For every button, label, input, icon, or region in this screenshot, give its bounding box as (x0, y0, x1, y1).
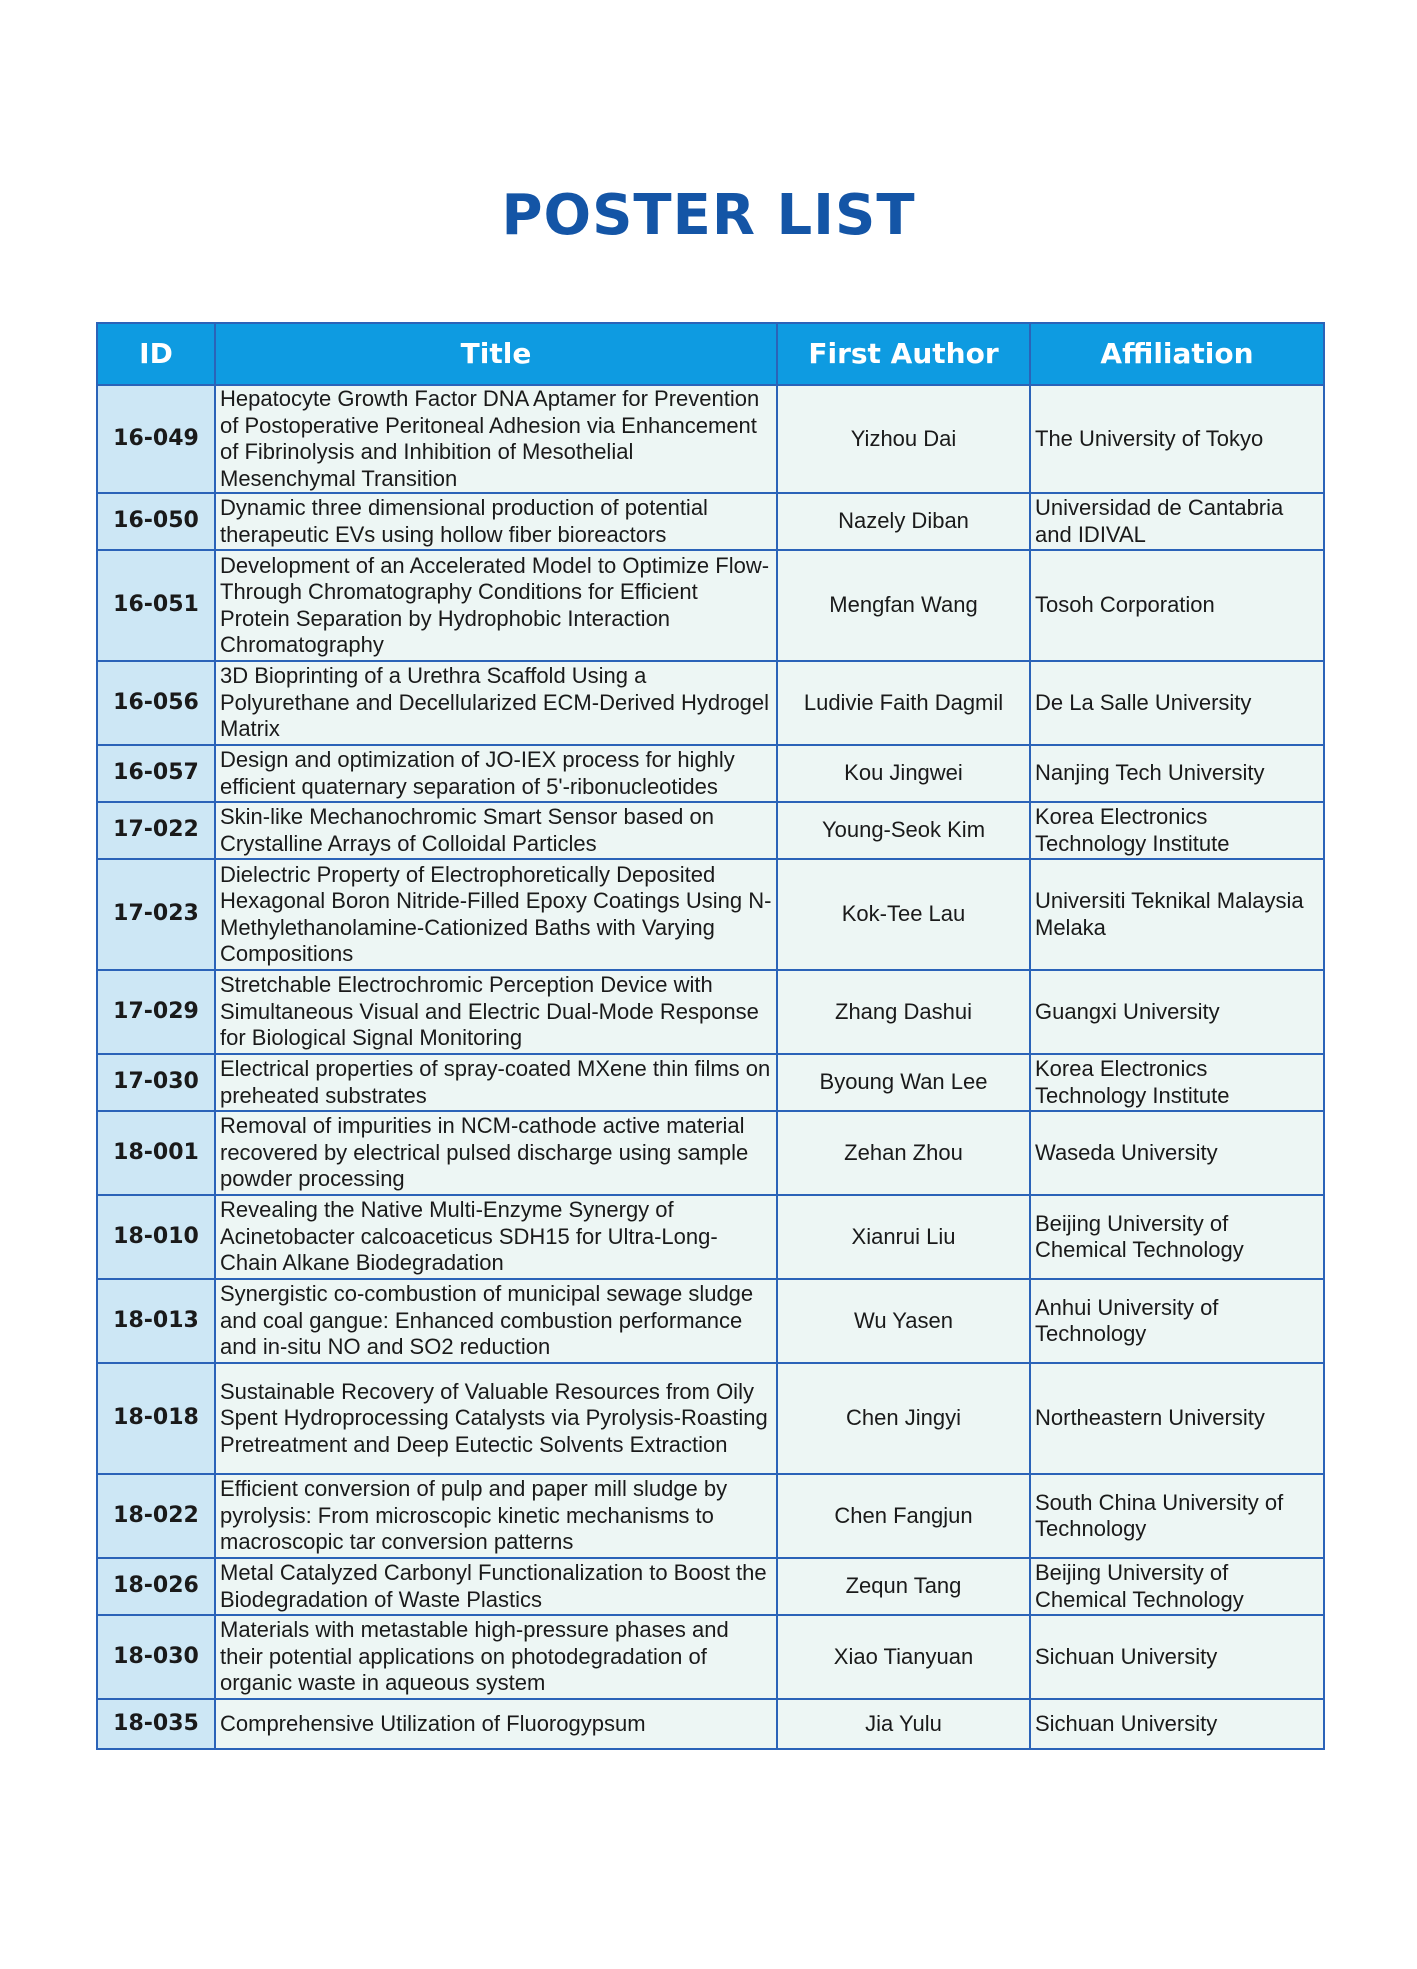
poster-title: Metal Catalyzed Carbonyl Functionalization to Boost the Biodegradation of Waste Plastics (215, 1558, 777, 1615)
poster-title: Hepatocyte Growth Factor DNA Aptamer for Prevention of Postoperative Peritoneal Adhesion via Enhancement of Fibrinolysis and Inhibition of Mesothelial Mesenchymal Transition (215, 385, 777, 493)
first-author: Xiao Tianyuan (777, 1615, 1030, 1699)
poster-title: Revealing the Native Multi-Enzyme Synergy of Acinetobacter calcoaceticus SDH15 for Ultra-Long-Chain Alkane Biodegradation (215, 1195, 777, 1279)
table-row (97, 970, 1324, 1054)
table-row (97, 1279, 1324, 1363)
first-author: Jia Yulu (777, 1699, 1030, 1749)
table-row (97, 1474, 1324, 1558)
affiliation: Universiti Teknikal Malaysia Melaka (1030, 859, 1324, 970)
poster-title: Materials with metastable high-pressure phases and their potential applications on photodegradation of organic waste in aqueous system (215, 1615, 777, 1699)
table-row (97, 1363, 1324, 1474)
affiliation: Beijing University of Chemical Technology (1030, 1195, 1324, 1279)
affiliation: Sichuan University (1030, 1699, 1324, 1749)
first-author: Yizhou Dai (777, 385, 1030, 493)
affiliation: Beijing University of Chemical Technology (1030, 1558, 1324, 1615)
affiliation: Northeastern University (1030, 1363, 1324, 1474)
table-row (97, 1558, 1324, 1615)
first-author: Ludivie Faith Dagmil (777, 661, 1030, 745)
poster-title: Electrical properties of spray-coated MXene thin films on preheated substrates (215, 1054, 777, 1111)
poster-id: 16-049 (97, 385, 215, 493)
first-author: Zequn Tang (777, 1558, 1030, 1615)
poster-id: 18-018 (97, 1363, 215, 1474)
first-author: Chen Fangjun (777, 1474, 1030, 1558)
poster-title: Comprehensive Utilization of Fluorogypsum (215, 1699, 777, 1749)
poster-title: Synergistic co-combustion of municipal sewage sludge and coal gangue: Enhanced combustion performance and in-situ NO and SO2 reduction (215, 1279, 777, 1363)
poster-title: Sustainable Recovery of Valuable Resources from Oily Spent Hydroprocessing Catalysts via Pyrolysis-Roasting Pretreatment and Deep Eutectic Solvents Extraction (215, 1363, 777, 1474)
poster-id: 17-022 (97, 802, 215, 859)
poster-id: 16-051 (97, 550, 215, 661)
first-author: Young-Seok Kim (777, 802, 1030, 859)
affiliation: Tosoh Corporation (1030, 550, 1324, 661)
affiliation: Guangxi University (1030, 970, 1324, 1054)
affiliation: South China University of Technology (1030, 1474, 1324, 1558)
affiliation: Sichuan University (1030, 1615, 1324, 1699)
poster-title: Dielectric Property of Electrophoretically Deposited Hexagonal Boron Nitride-Filled Epoxy Coatings Using N-Methylethanolamine-Cationized Baths with Varying Compositions (215, 859, 777, 970)
affiliation: The University of Tokyo (1030, 385, 1324, 493)
table-row (97, 1054, 1324, 1111)
poster-title: Design and optimization of JO-IEX process for highly efficient quaternary separation of 5'-ribonucleotides (215, 745, 777, 802)
poster-title: Skin-like Mechanochromic Smart Sensor based on Crystalline Arrays of Colloidal Particles (215, 802, 777, 859)
poster-id: 18-010 (97, 1195, 215, 1279)
poster-title: Efficient conversion of pulp and paper mill sludge by pyrolysis: From microscopic kinetic mechanisms to macroscopic tar conversion patterns (215, 1474, 777, 1558)
poster-title: Stretchable Electrochromic Perception Device with Simultaneous Visual and Electric Dual-Mode Response for Biological Signal Monitoring (215, 970, 777, 1054)
poster-title: Development of an Accelerated Model to Optimize Flow-Through Chromatography Conditions for Efficient Protein Separation by Hydrophobic Interaction Chromatography (215, 550, 777, 661)
table-row (97, 1615, 1324, 1699)
poster-id: 18-035 (97, 1699, 215, 1749)
table-row (97, 745, 1324, 802)
table-row (97, 859, 1324, 970)
poster-id: 17-030 (97, 1054, 215, 1111)
first-author: Zehan Zhou (777, 1111, 1030, 1195)
poster-table (96, 322, 1325, 1750)
affiliation: De La Salle University (1030, 661, 1324, 745)
first-author: Nazely Diban (777, 493, 1030, 550)
table-row (97, 550, 1324, 661)
first-author: Kou Jingwei (777, 745, 1030, 802)
affiliation: Waseda University (1030, 1111, 1324, 1195)
poster-title: 3D Bioprinting of a Urethra Scaffold Using a Polyurethane and Decellularized ECM-Derived Hydrogel Matrix (215, 661, 777, 745)
poster-id: 17-029 (97, 970, 215, 1054)
affiliation: Korea Electronics Technology Institute (1030, 1054, 1324, 1111)
poster-id: 18-026 (97, 1558, 215, 1615)
page-title: POSTER LIST (501, 183, 916, 248)
first-author: Byoung Wan Lee (777, 1054, 1030, 1111)
poster-title: Removal of impurities in NCM-cathode active material recovered by electrical pulsed discharge using sample powder processing (215, 1111, 777, 1195)
poster-id: 17-023 (97, 859, 215, 970)
first-author: Xianrui Liu (777, 1195, 1030, 1279)
table-row (97, 1111, 1324, 1195)
poster-id: 18-030 (97, 1615, 215, 1699)
affiliation: Nanjing Tech University (1030, 745, 1324, 802)
header-first-author: First Author (777, 323, 1030, 385)
poster-id: 18-013 (97, 1279, 215, 1363)
first-author: Wu Yasen (777, 1279, 1030, 1363)
poster-id: 18-022 (97, 1474, 215, 1558)
first-author: Mengfan Wang (777, 550, 1030, 661)
affiliation: Universidad de Cantabria and IDIVAL (1030, 493, 1324, 550)
poster-id: 16-056 (97, 661, 215, 745)
table-row (97, 1699, 1324, 1749)
first-author: Chen Jingyi (777, 1363, 1030, 1474)
first-author: Zhang Dashui (777, 970, 1030, 1054)
poster-id: 18-001 (97, 1111, 215, 1195)
affiliation: Anhui University of Technology (1030, 1279, 1324, 1363)
poster-id: 16-057 (97, 745, 215, 802)
table-row (97, 1195, 1324, 1279)
table-row (97, 493, 1324, 550)
table-row (97, 385, 1324, 493)
table-header-row (97, 323, 1324, 385)
poster-id: 16-050 (97, 493, 215, 550)
first-author: Kok-Tee Lau (777, 859, 1030, 970)
poster-title: Dynamic three dimensional production of potential therapeutic EVs using hollow fiber bioreactors (215, 493, 777, 550)
header-title: Title (215, 323, 777, 385)
table-row (97, 661, 1324, 745)
header-affiliation: Affiliation (1030, 323, 1324, 385)
header-id: ID (97, 323, 215, 385)
affiliation: Korea Electronics Technology Institute (1030, 802, 1324, 859)
table-row (97, 802, 1324, 859)
